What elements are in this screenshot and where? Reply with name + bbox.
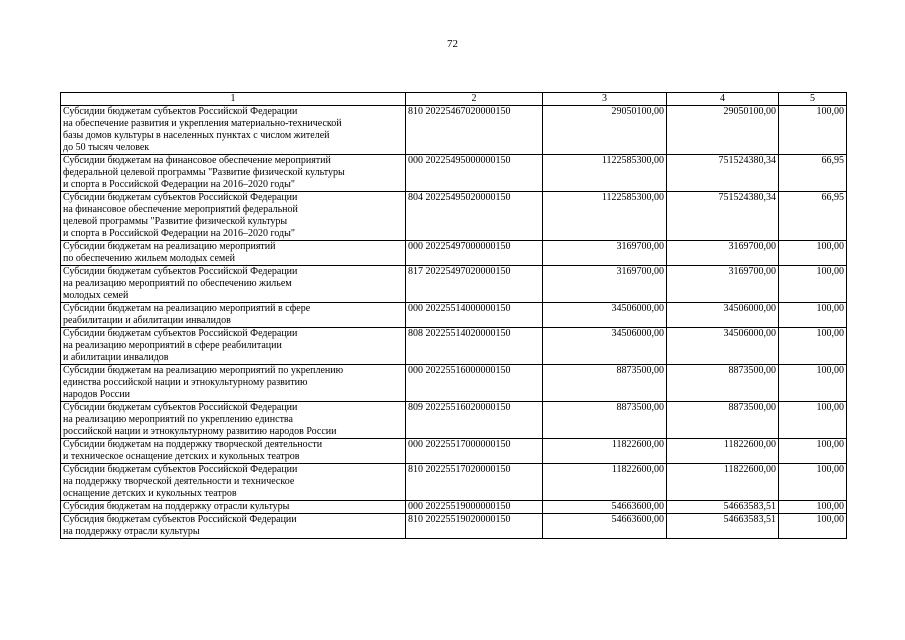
cell-name: Субсидии бюджетам субъектов Российской Федерации на обеспечение развития и укрепления материально-технической базы домов культуры в населенных пунктах с числом жителей до 50 тысяч человек <box>61 106 406 155</box>
cell-code: 000 20225495000000150 <box>406 155 543 192</box>
table-row <box>61 514 847 539</box>
cell-code: 804 20225495020000150 <box>406 192 543 241</box>
cell-name: Субсидия бюджетам субъектов Российской Федерации на поддержку отрасли культуры <box>61 514 406 539</box>
cell-fact: 11822600,00 <box>667 439 779 464</box>
table-row <box>61 464 847 501</box>
cell-plan: 8873500,00 <box>543 402 667 439</box>
cell-percent: 100,00 <box>779 106 847 155</box>
cell-percent: 100,00 <box>779 501 847 514</box>
cell-plan: 11822600,00 <box>543 439 667 464</box>
cell-fact: 3169700,00 <box>667 266 779 303</box>
cell-name: Субсидии бюджетам на реализацию мероприятий в сфере реабилитации и абилитации инвалидов <box>61 303 406 328</box>
cell-plan: 3169700,00 <box>543 266 667 303</box>
cell-percent: 100,00 <box>779 514 847 539</box>
table-row <box>61 192 847 241</box>
cell-code: 000 20225497000000150 <box>406 241 543 266</box>
header-col-4: 4 <box>667 93 779 106</box>
header-col-5: 5 <box>779 93 847 106</box>
cell-percent: 100,00 <box>779 266 847 303</box>
cell-plan: 54663600,00 <box>543 501 667 514</box>
cell-percent: 66,95 <box>779 155 847 192</box>
cell-fact: 751524380,34 <box>667 192 779 241</box>
cell-name: Субсидии бюджетам на финансовое обеспечение мероприятий федеральной целевой программы "Развитие физической культуры и спорта в Российской Федерации на 2016–2020 годы" <box>61 155 406 192</box>
cell-fact: 8873500,00 <box>667 365 779 402</box>
table-row <box>61 106 847 155</box>
cell-name: Субсидии бюджетам субъектов Российской Федерации на поддержку творческой деятельности и техническое оснащение детских и кукольных театров <box>61 464 406 501</box>
cell-plan: 3169700,00 <box>543 241 667 266</box>
cell-percent: 100,00 <box>779 241 847 266</box>
cell-plan: 1122585300,00 <box>543 155 667 192</box>
cell-plan: 1122585300,00 <box>543 192 667 241</box>
cell-name: Субсидии бюджетам субъектов Российской Федерации на реализацию мероприятий в сфере реабилитации и абилитации инвалидов <box>61 328 406 365</box>
cell-code: 810 20225467020000150 <box>406 106 543 155</box>
table-row <box>61 501 847 514</box>
cell-plan: 34506000,00 <box>543 328 667 365</box>
cell-code: 809 20225516020000150 <box>406 402 543 439</box>
table-row <box>61 155 847 192</box>
cell-fact: 29050100,00 <box>667 106 779 155</box>
page-number: 72 <box>447 38 458 50</box>
cell-fact: 54663583,51 <box>667 514 779 539</box>
cell-code: 817 20225497020000150 <box>406 266 543 303</box>
table-row <box>61 402 847 439</box>
cell-percent: 100,00 <box>779 439 847 464</box>
table-row <box>61 266 847 303</box>
cell-plan: 8873500,00 <box>543 365 667 402</box>
header-col-1: 1 <box>61 93 406 106</box>
header-col-2: 2 <box>406 93 543 106</box>
cell-plan: 34506000,00 <box>543 303 667 328</box>
cell-fact: 11822600,00 <box>667 464 779 501</box>
budget-table <box>60 92 847 539</box>
table-row <box>61 241 847 266</box>
cell-percent: 100,00 <box>779 464 847 501</box>
cell-name: Субсидии бюджетам субъектов Российской Федерации на реализацию мероприятий по обеспечению жильем молодых семей <box>61 266 406 303</box>
cell-fact: 34506000,00 <box>667 303 779 328</box>
cell-percent: 66,95 <box>779 192 847 241</box>
cell-code: 000 20225517000000150 <box>406 439 543 464</box>
cell-plan: 11822600,00 <box>543 464 667 501</box>
cell-name: Субсидии бюджетам субъектов Российской Федерации на реализацию мероприятий по укреплению единства российской нации и этнокультурному развитию народов России <box>61 402 406 439</box>
table-row <box>61 365 847 402</box>
cell-fact: 8873500,00 <box>667 402 779 439</box>
cell-code: 000 20225514000000150 <box>406 303 543 328</box>
cell-code: 810 20225517020000150 <box>406 464 543 501</box>
cell-percent: 100,00 <box>779 303 847 328</box>
cell-name: Субсидии бюджетам субъектов Российской Федерации на финансовое обеспечение мероприятий федеральной целевой программы "Развитие физической культуры и спорта в Российской Федерации на 2016–2020 годы" <box>61 192 406 241</box>
cell-percent: 100,00 <box>779 402 847 439</box>
table-body <box>61 106 847 539</box>
table-header-row <box>61 93 847 106</box>
header-col-3: 3 <box>543 93 667 106</box>
table-row <box>61 303 847 328</box>
cell-name: Субсидии бюджетам на реализацию мероприятий по обеспечению жильем молодых семей <box>61 241 406 266</box>
cell-code: 000 20225516000000150 <box>406 365 543 402</box>
cell-name: Субсидии бюджетам на поддержку творческой деятельности и техническое оснащение детских и кукольных театров <box>61 439 406 464</box>
cell-fact: 3169700,00 <box>667 241 779 266</box>
cell-percent: 100,00 <box>779 365 847 402</box>
cell-name: Субсидии бюджетам на реализацию мероприятий по укреплению единства российской нации и этнокультурному развитию народов России <box>61 365 406 402</box>
cell-percent: 100,00 <box>779 328 847 365</box>
table-row <box>61 439 847 464</box>
cell-name: Субсидия бюджетам на поддержку отрасли культуры <box>61 501 406 514</box>
cell-plan: 29050100,00 <box>543 106 667 155</box>
cell-code: 810 20225519020000150 <box>406 514 543 539</box>
table-row <box>61 328 847 365</box>
cell-fact: 54663583,51 <box>667 501 779 514</box>
cell-code: 000 20225519000000150 <box>406 501 543 514</box>
cell-plan: 54663600,00 <box>543 514 667 539</box>
cell-code: 808 20225514020000150 <box>406 328 543 365</box>
cell-fact: 34506000,00 <box>667 328 779 365</box>
cell-fact: 751524380,34 <box>667 155 779 192</box>
